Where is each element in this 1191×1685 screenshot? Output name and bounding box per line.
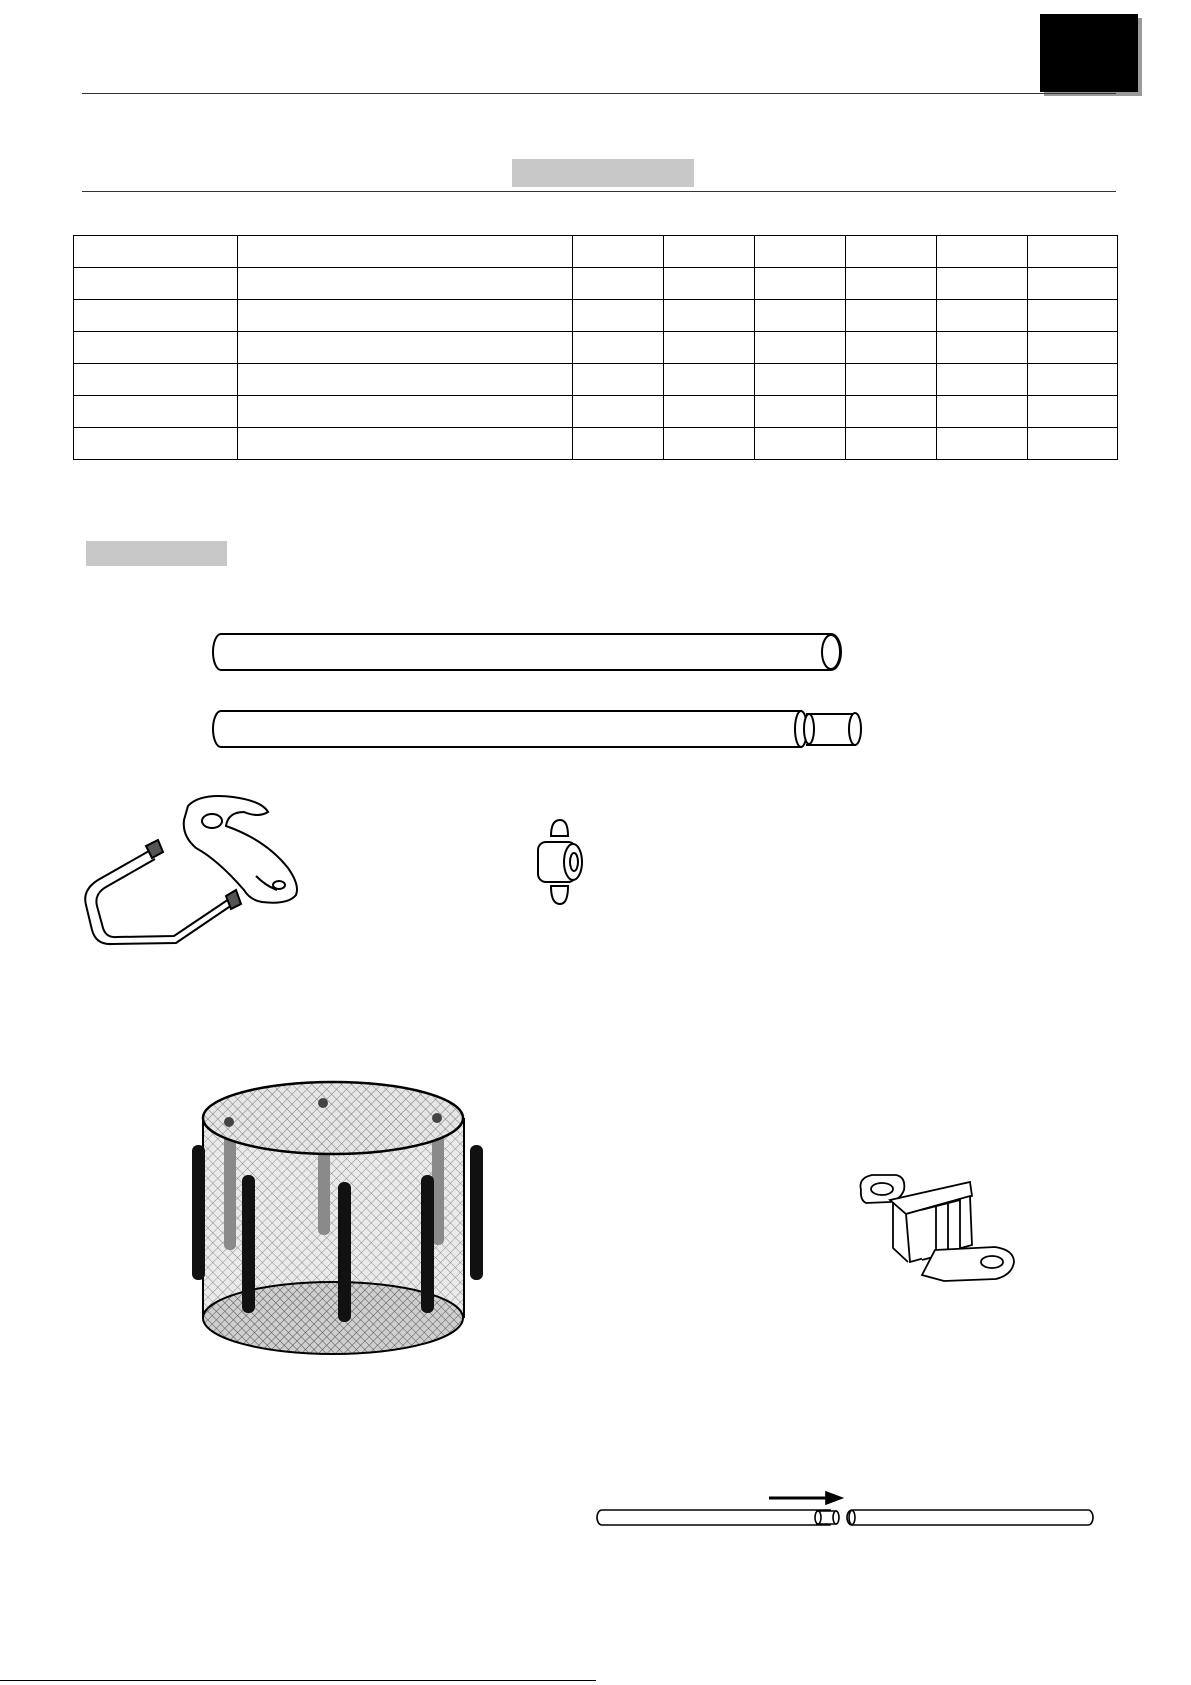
straight-tube-illustration xyxy=(213,634,841,670)
bracket-illustration xyxy=(184,796,297,903)
tube-with-sleeve-illustration xyxy=(213,711,861,747)
enclosure-net-illustration xyxy=(192,1082,483,1354)
wing-nut-illustration xyxy=(538,820,582,904)
tube-connection-illustration xyxy=(597,1492,1093,1525)
footer-rule xyxy=(0,1680,596,1681)
net-connector-clip-illustration xyxy=(860,1175,1014,1281)
